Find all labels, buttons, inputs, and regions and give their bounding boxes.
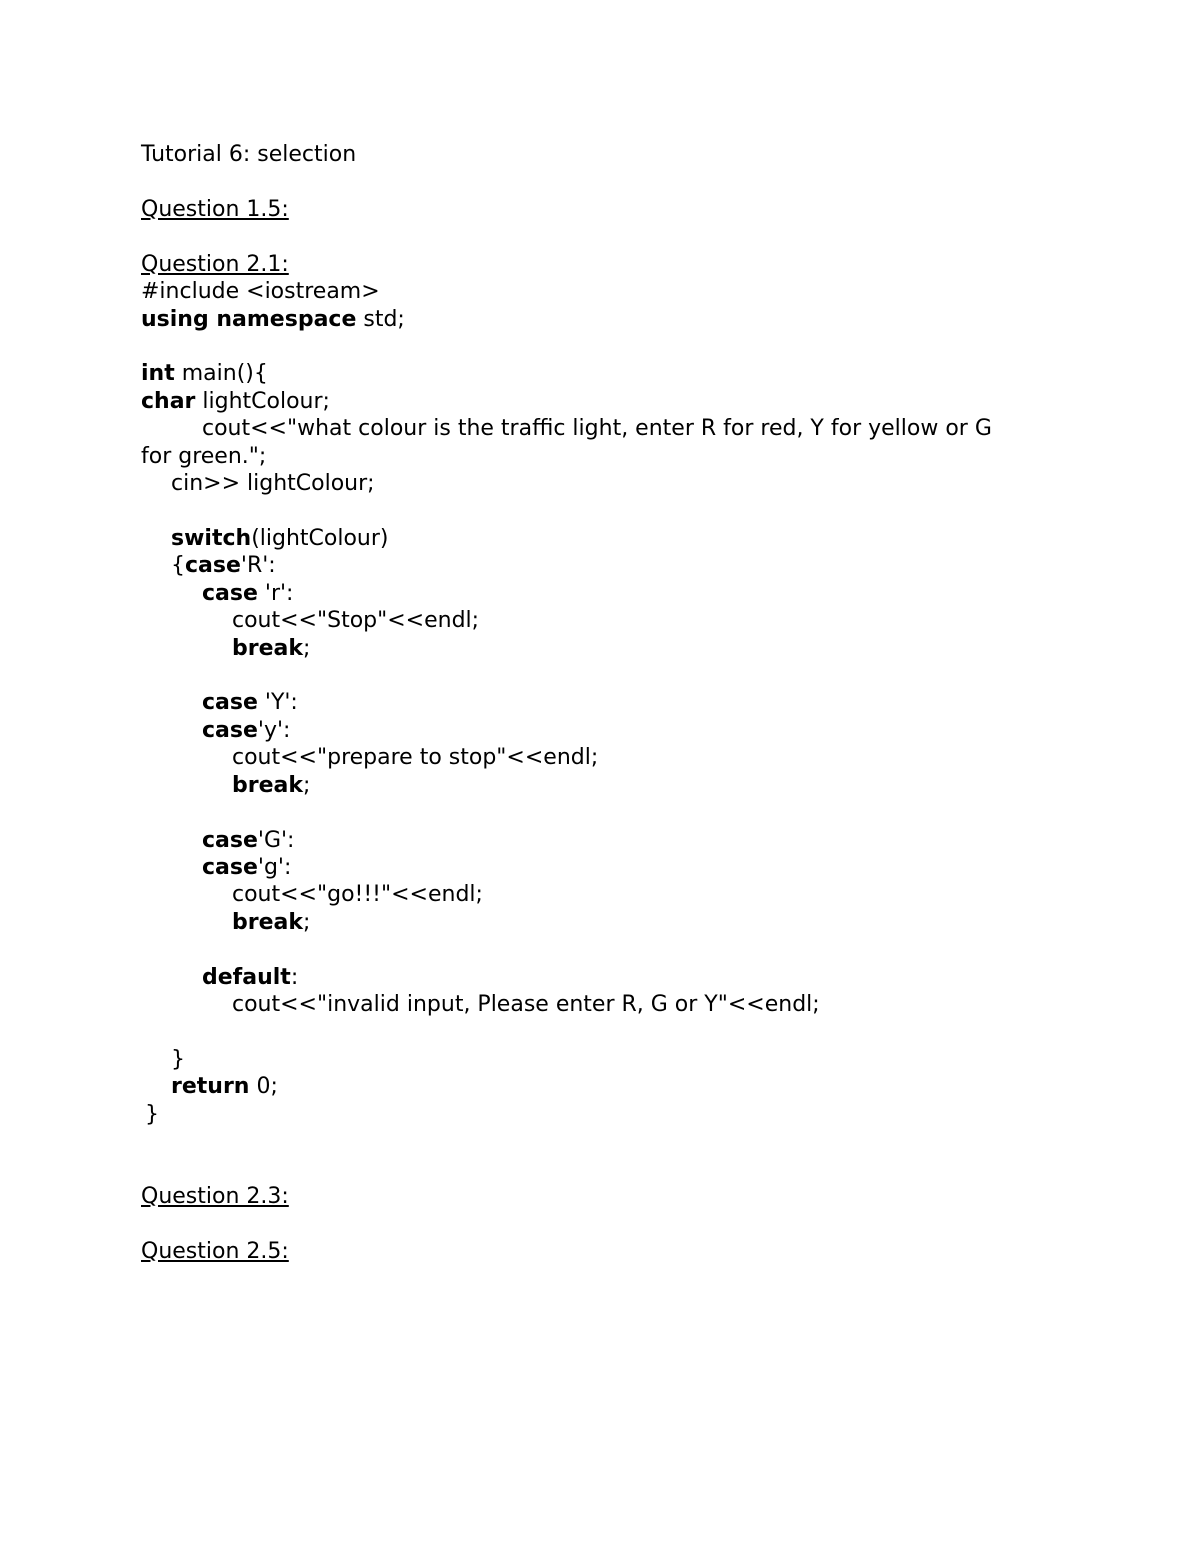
text-segment: Tutorial 6: selection xyxy=(141,142,357,167)
text-segment: cin>> lightColour; xyxy=(171,471,375,497)
text-segment: #include <iostream> xyxy=(141,279,380,305)
code-line xyxy=(141,717,1081,744)
text-segment: lightColour; xyxy=(195,388,330,414)
keyword-text: break xyxy=(232,772,303,798)
code-line xyxy=(141,635,1081,662)
keyword-text: char xyxy=(141,388,196,414)
code-line xyxy=(141,881,1081,908)
code-line xyxy=(141,278,1081,305)
text-segment: Question 1.5: xyxy=(141,196,289,222)
text-segment: for green."; xyxy=(141,443,267,469)
code-line xyxy=(141,854,1081,881)
code-line xyxy=(141,744,1081,771)
text-segment: cout<<"prepare to stop"<<endl; xyxy=(232,745,599,771)
text-segment: 'Y': xyxy=(257,690,298,716)
code-line xyxy=(141,827,1081,854)
code-line xyxy=(141,991,1081,1018)
keyword-text: switch xyxy=(171,525,252,551)
keyword-text: case xyxy=(185,553,241,579)
text-segment: 'y': xyxy=(257,717,291,743)
code-line xyxy=(141,1101,1081,1128)
document-page xyxy=(141,141,1081,1265)
code-line xyxy=(141,306,1081,333)
blank-line xyxy=(141,223,1081,250)
keyword-text: case xyxy=(202,827,258,853)
blank-line xyxy=(141,799,1081,826)
text-segment: cout<<"invalid input, Please enter R, G or Y"<<endl; xyxy=(232,992,820,1018)
text-segment: Question 2.1: xyxy=(141,251,289,277)
code-line xyxy=(141,470,1081,497)
text-segment: cout<<"go!!!"<<endl; xyxy=(232,882,483,908)
text-segment: 'r': xyxy=(257,580,294,606)
text-segment: } xyxy=(171,1046,185,1072)
code-line xyxy=(141,1046,1081,1073)
keyword-text: case xyxy=(202,580,258,606)
code-line xyxy=(141,772,1081,799)
text-segment: (lightColour) xyxy=(251,525,389,551)
keyword-text: int xyxy=(141,361,175,387)
blank-line xyxy=(141,1210,1081,1237)
keyword-text: default xyxy=(202,964,291,990)
blank-line xyxy=(141,662,1081,689)
keyword-text: case xyxy=(202,717,258,743)
blank-line xyxy=(141,936,1081,963)
code-line xyxy=(141,525,1081,552)
code-line xyxy=(141,360,1081,387)
text-segment: ; xyxy=(303,909,311,935)
text-segment: ; xyxy=(303,635,311,661)
text-segment: : xyxy=(290,964,299,990)
keyword-text: break xyxy=(232,635,303,661)
text-segment: { xyxy=(171,553,185,579)
question-heading xyxy=(141,196,1081,223)
code-line xyxy=(141,552,1081,579)
blank-line xyxy=(141,333,1081,360)
text-segment: 'R': xyxy=(240,553,276,579)
text-segment: cout<<"what colour is the traffic light, enter R for red, Y for yellow or G xyxy=(202,416,992,442)
question-heading xyxy=(141,1238,1081,1265)
code-line xyxy=(141,964,1081,991)
code-line xyxy=(141,1073,1081,1100)
text-segment: cout<<"Stop"<<endl; xyxy=(232,608,480,634)
text-segment: ; xyxy=(303,772,311,798)
code-line xyxy=(141,388,1081,415)
keyword-text: case xyxy=(202,854,258,880)
blank-line xyxy=(141,168,1081,195)
text-segment: main(){ xyxy=(174,361,268,387)
text-segment: std; xyxy=(356,306,405,332)
text-segment: Question 2.5: xyxy=(141,1238,289,1264)
keyword-text: return xyxy=(171,1074,250,1100)
question-heading xyxy=(141,1183,1081,1210)
keyword-text: case xyxy=(202,690,258,716)
question-heading xyxy=(141,251,1081,278)
text-segment: 'g': xyxy=(257,854,292,880)
code-line xyxy=(141,415,1081,442)
blank-line xyxy=(141,1128,1081,1155)
text-segment: } xyxy=(145,1101,159,1127)
code-line xyxy=(141,689,1081,716)
blank-line xyxy=(141,1019,1081,1046)
document-title xyxy=(141,141,1081,168)
code-line xyxy=(141,607,1081,634)
text-segment: 0; xyxy=(249,1074,278,1100)
code-line xyxy=(141,909,1081,936)
blank-line xyxy=(141,1156,1081,1183)
code-line xyxy=(141,443,1081,470)
text-segment: 'G': xyxy=(257,827,295,853)
blank-line xyxy=(141,497,1081,524)
text-segment: Question 2.3: xyxy=(141,1184,289,1210)
keyword-text: break xyxy=(232,909,303,935)
keyword-text: using namespace xyxy=(141,306,357,332)
code-line xyxy=(141,580,1081,607)
